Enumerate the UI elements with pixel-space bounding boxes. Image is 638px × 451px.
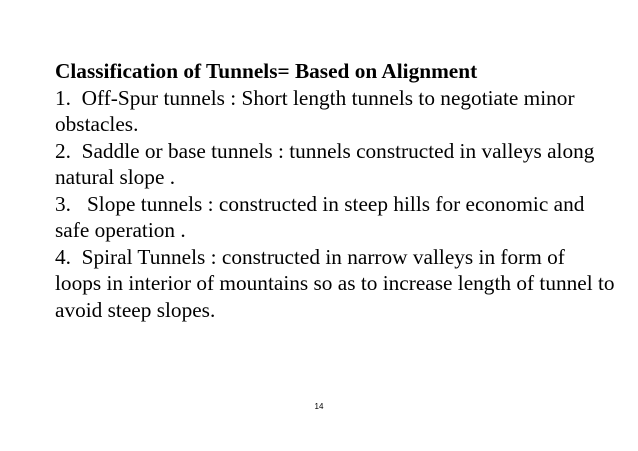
list-item-text: Saddle or base tunnels : tunnels constructed in valleys along natural slope .: [55, 138, 595, 189]
slide-title: Classification of Tunnels= Based on Alignment: [55, 59, 478, 83]
list-item-number: 3.: [55, 191, 87, 216]
page-number: 14: [314, 402, 324, 411]
classification-list: [55, 85, 615, 324]
slide-content: [55, 58, 615, 323]
list-item-saddle: [55, 138, 615, 191]
list-item-slope: [55, 191, 615, 244]
list-item-text: Spiral Tunnels : constructed in narrow valleys in form of loops in interior of mountains so as to increase length of tunnel to avoid steep slopes.: [55, 244, 615, 322]
list-item-text: Slope tunnels : constructed in steep hills for economic and safe operation .: [55, 191, 585, 242]
list-item-text: Off-Spur tunnels : Short length tunnels to negotiate minor obstacles.: [55, 85, 575, 136]
list-item-number: 1.: [55, 85, 82, 110]
list-item-off-spur: [55, 85, 615, 138]
list-item-number: 4.: [55, 244, 82, 269]
list-item-number: 2.: [55, 138, 82, 163]
list-item-spiral: [55, 244, 615, 324]
